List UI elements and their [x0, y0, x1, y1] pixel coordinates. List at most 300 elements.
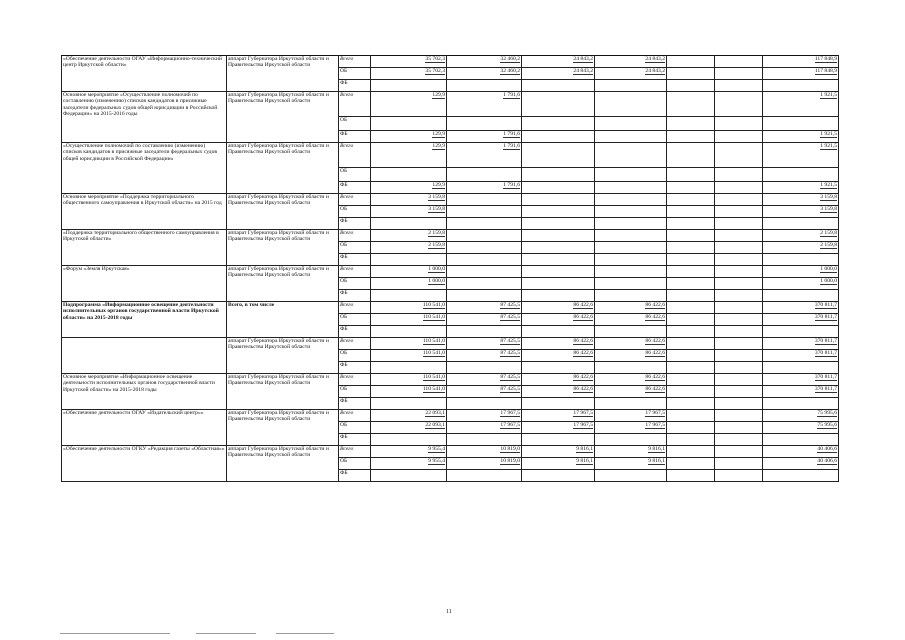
executor-cell: аппарат Губернатора Иркутской области и Правительства Иркутской области: [227, 338, 339, 374]
value-text: 87 425,5: [500, 302, 520, 308]
activity-name-cell: «Осуществление полномочий по составлению (изменению) списков кандидатов в присяжные заседатели федеральных судов общей юрисдикции в Российской Федерации»: [62, 143, 227, 194]
funding-source-cell: Всего: [339, 56, 371, 68]
year-value-cell: [595, 218, 667, 230]
total-value-cell: [763, 422, 839, 434]
year-value-cell: [595, 92, 667, 117]
year-value-cell: [447, 182, 522, 194]
year-value-cell: [595, 230, 667, 242]
year-value-cell: [667, 278, 715, 290]
value-text: 9 816,1: [648, 446, 665, 452]
year-value-cell: [522, 143, 595, 168]
executor-cell: аппарат Губернатора Иркутской области и Правительства Иркутской области: [227, 266, 339, 302]
table-row: [62, 194, 839, 206]
year-value-cell: [715, 374, 763, 386]
total-value-cell: [763, 362, 839, 374]
value-text: 9 816,1: [576, 446, 593, 452]
year-value-cell: [667, 326, 715, 338]
year-value-cell: [667, 168, 715, 182]
year-value-cell: [371, 398, 447, 410]
year-value-cell: [522, 182, 595, 194]
table-row: [62, 266, 839, 278]
year-value-cell: [667, 314, 715, 326]
funding-source-cell: ФБ: [339, 434, 371, 446]
value-text: 22 093,1: [425, 410, 445, 416]
year-value-cell: [447, 168, 522, 182]
year-value-cell: [667, 242, 715, 254]
executor-cell: аппарат Губернатора Иркутской области и Правительства Иркутской области: [227, 230, 339, 266]
year-value-cell: [522, 374, 595, 386]
year-value-cell: [595, 242, 667, 254]
year-value-cell: [667, 218, 715, 230]
year-value-cell: [447, 398, 522, 410]
year-value-cell: [447, 117, 522, 131]
year-value-cell: [447, 68, 522, 80]
funding-source-cell: ОБ: [339, 314, 371, 326]
value-text: 110 541,0: [422, 314, 445, 320]
year-value-cell: [522, 386, 595, 398]
value-text: 110 541,0: [422, 338, 445, 344]
year-value-cell: [595, 446, 667, 458]
year-value-cell: [522, 168, 595, 182]
year-value-cell: [715, 68, 763, 80]
value-text: 24 843,2: [573, 56, 593, 62]
funding-source-cell: Всего: [339, 374, 371, 386]
funding-source-cell: ОБ: [339, 117, 371, 131]
value-text: 9 955,4: [428, 458, 445, 464]
table-row: [62, 446, 839, 458]
value-text: 3 159,8: [820, 194, 837, 200]
executor-cell: аппарат Губернатора Иркутской области и Правительства Иркутской области: [227, 92, 339, 143]
activity-name-cell: «Обеспечение деятельности ОГАУ «Издательский центр»»: [62, 410, 227, 446]
value-text: 75 995,6: [817, 410, 837, 416]
total-value-cell: [763, 446, 839, 458]
year-value-cell: [595, 398, 667, 410]
year-value-cell: [522, 194, 595, 206]
year-value-cell: [595, 458, 667, 470]
funding-source-cell: Всего: [339, 302, 371, 314]
year-value-cell: [447, 266, 522, 278]
value-text: 117 848,9: [814, 68, 837, 74]
value-text: 17 967,5: [573, 410, 593, 416]
funding-source-cell: ФБ: [339, 218, 371, 230]
activity-name-cell: Подпрограмма «Информационное освещение деятельности исполнительных органов государственной власти Иркутской области» на 2015-2018 годы: [62, 302, 227, 338]
year-value-cell: [715, 458, 763, 470]
value-text: 9 816,1: [576, 458, 593, 464]
value-text: 87 425,5: [500, 338, 520, 344]
funding-source-cell: ОБ: [339, 350, 371, 362]
year-value-cell: [522, 326, 595, 338]
executor-cell: аппарат Губернатора Иркутской области и Правительства Иркутской области: [227, 446, 339, 482]
year-value-cell: [595, 194, 667, 206]
total-value-cell: [763, 206, 839, 218]
year-value-cell: [595, 290, 667, 302]
funding-source-cell: ОБ: [339, 458, 371, 470]
value-text: 3 159,8: [428, 194, 445, 200]
funding-source-cell: Всего: [339, 92, 371, 117]
year-value-cell: [522, 410, 595, 422]
funding-source-cell: Всего: [339, 410, 371, 422]
year-value-cell: [667, 446, 715, 458]
year-value-cell: [715, 350, 763, 362]
total-value-cell: [763, 168, 839, 182]
year-value-cell: [715, 182, 763, 194]
table-row: [62, 374, 839, 386]
year-value-cell: [522, 56, 595, 68]
year-value-cell: [667, 374, 715, 386]
year-value-cell: [522, 80, 595, 92]
page-number: 11: [446, 609, 452, 615]
year-value-cell: [715, 278, 763, 290]
year-value-cell: [715, 131, 763, 143]
year-value-cell: [522, 92, 595, 117]
year-value-cell: [371, 68, 447, 80]
funding-source-cell: ОБ: [339, 68, 371, 80]
year-value-cell: [371, 218, 447, 230]
year-value-cell: [522, 254, 595, 266]
funding-source-cell: Всего: [339, 446, 371, 458]
total-value-cell: [763, 386, 839, 398]
year-value-cell: [371, 470, 447, 482]
scan-artifact-line: [60, 633, 170, 634]
year-value-cell: [371, 56, 447, 68]
value-text: 370 811,7: [814, 338, 837, 344]
year-value-cell: [667, 410, 715, 422]
value-text: 40 406,6: [817, 458, 837, 464]
total-value-cell: [763, 266, 839, 278]
year-value-cell: [371, 278, 447, 290]
table-body: [62, 56, 839, 482]
value-text: 3 159,8: [428, 206, 445, 212]
value-text: 1 921,5: [820, 143, 837, 149]
year-value-cell: [447, 446, 522, 458]
value-text: 1 000,0: [428, 266, 445, 272]
year-value-cell: [715, 218, 763, 230]
value-text: 1 000,0: [820, 266, 837, 272]
year-value-cell: [715, 230, 763, 242]
year-value-cell: [715, 92, 763, 117]
year-value-cell: [447, 314, 522, 326]
activity-name-cell: Основное мероприятие «Информационное освещение деятельности исполнительных органов государственной власти Иркутской области» на 2015-2018 годы: [62, 374, 227, 410]
year-value-cell: [522, 206, 595, 218]
year-value-cell: [522, 338, 595, 350]
value-text: 17 967,5: [500, 410, 520, 416]
table-row: [62, 230, 839, 242]
value-text: 1 921,5: [820, 182, 837, 188]
executor-cell: аппарат Губернатора Иркутской области и Правительства Иркутской области: [227, 374, 339, 410]
value-text: 32 460,2: [500, 68, 520, 74]
year-value-cell: [667, 302, 715, 314]
table-row: [62, 410, 839, 422]
funding-source-cell: ОБ: [339, 422, 371, 434]
year-value-cell: [667, 254, 715, 266]
year-value-cell: [667, 350, 715, 362]
value-text: 86 422,6: [645, 302, 665, 308]
year-value-cell: [595, 314, 667, 326]
year-value-cell: [371, 302, 447, 314]
total-value-cell: [763, 326, 839, 338]
funding-source-cell: Всего: [339, 230, 371, 242]
year-value-cell: [522, 117, 595, 131]
total-value-cell: [763, 68, 839, 80]
value-text: 2 159,8: [820, 230, 837, 236]
funding-source-cell: Всего: [339, 194, 371, 206]
year-value-cell: [595, 117, 667, 131]
year-value-cell: [715, 326, 763, 338]
table-row: [62, 143, 839, 168]
year-value-cell: [715, 386, 763, 398]
year-value-cell: [667, 398, 715, 410]
year-value-cell: [715, 362, 763, 374]
value-text: 370 811,7: [814, 350, 837, 356]
total-value-cell: [763, 338, 839, 350]
value-text: 86 422,6: [645, 314, 665, 320]
executor-cell: Всего, в том числе: [227, 302, 339, 338]
year-value-cell: [667, 434, 715, 446]
value-text: 17 967,5: [645, 422, 665, 428]
year-value-cell: [447, 458, 522, 470]
activity-name-cell: «Обеспечение деятельности ОГКУ «Редакция газеты «Областная»»: [62, 446, 227, 482]
year-value-cell: [667, 422, 715, 434]
year-value-cell: [667, 92, 715, 117]
value-text: 35 702,3: [425, 56, 445, 62]
year-value-cell: [715, 398, 763, 410]
table-row: [62, 92, 839, 117]
year-value-cell: [447, 290, 522, 302]
year-value-cell: [715, 56, 763, 68]
year-value-cell: [595, 80, 667, 92]
year-value-cell: [371, 117, 447, 131]
year-value-cell: [371, 182, 447, 194]
value-text: 10 819,0: [500, 458, 520, 464]
value-text: 110 541,0: [422, 374, 445, 380]
year-value-cell: [522, 302, 595, 314]
table-row: [62, 302, 839, 314]
total-value-cell: [763, 230, 839, 242]
value-text: 86 422,6: [645, 350, 665, 356]
value-text: 86 422,6: [645, 374, 665, 380]
value-text: 1 791,6: [503, 182, 520, 188]
year-value-cell: [371, 386, 447, 398]
year-value-cell: [447, 350, 522, 362]
value-text: 370 811,7: [814, 386, 837, 392]
year-value-cell: [371, 92, 447, 117]
year-value-cell: [522, 422, 595, 434]
year-value-cell: [522, 278, 595, 290]
value-text: 1 791,6: [503, 143, 520, 149]
year-value-cell: [667, 131, 715, 143]
funding-source-cell: Всего: [339, 143, 371, 168]
year-value-cell: [595, 338, 667, 350]
year-value-cell: [447, 470, 522, 482]
year-value-cell: [447, 56, 522, 68]
year-value-cell: [667, 182, 715, 194]
year-value-cell: [715, 410, 763, 422]
year-value-cell: [371, 314, 447, 326]
year-value-cell: [595, 302, 667, 314]
value-text: 86 422,6: [573, 350, 593, 356]
value-text: 35 702,3: [425, 68, 445, 74]
funding-source-cell: ФБ: [339, 80, 371, 92]
total-value-cell: [763, 314, 839, 326]
year-value-cell: [371, 350, 447, 362]
total-value-cell: [763, 470, 839, 482]
year-value-cell: [371, 362, 447, 374]
activity-name-cell: [62, 338, 227, 374]
year-value-cell: [715, 206, 763, 218]
value-text: 2 159,8: [820, 242, 837, 248]
year-value-cell: [371, 168, 447, 182]
year-value-cell: [595, 278, 667, 290]
funding-source-cell: ФБ: [339, 362, 371, 374]
total-value-cell: [763, 131, 839, 143]
executor-cell: аппарат Губернатора Иркутской области и Правительства Иркутской области: [227, 410, 339, 446]
year-value-cell: [371, 410, 447, 422]
value-text: 3 159,8: [820, 206, 837, 212]
year-value-cell: [715, 143, 763, 168]
value-text: 40 406,6: [817, 446, 837, 452]
year-value-cell: [715, 314, 763, 326]
year-value-cell: [371, 374, 447, 386]
funding-source-cell: ОБ: [339, 206, 371, 218]
funding-source-cell: ФБ: [339, 326, 371, 338]
year-value-cell: [371, 266, 447, 278]
total-value-cell: [763, 458, 839, 470]
total-value-cell: [763, 350, 839, 362]
year-value-cell: [522, 398, 595, 410]
value-text: 110 541,0: [422, 302, 445, 308]
executor-cell: аппарат Губернатора Иркутской области и Правительства Иркутской области: [227, 56, 339, 92]
value-text: 370 811,7: [814, 302, 837, 308]
year-value-cell: [667, 338, 715, 350]
activity-name-cell: Основное мероприятие «Осуществление полномочий по составлению (изменению) списков кандидатов в присяжные заседатели федеральных судов общей юрисдикции в Российской Федерации» на 2015-2016 годы: [62, 92, 227, 143]
year-value-cell: [447, 362, 522, 374]
year-value-cell: [522, 458, 595, 470]
year-value-cell: [447, 338, 522, 350]
year-value-cell: [447, 194, 522, 206]
year-value-cell: [595, 266, 667, 278]
year-value-cell: [715, 80, 763, 92]
year-value-cell: [522, 218, 595, 230]
year-value-cell: [595, 386, 667, 398]
year-value-cell: [447, 206, 522, 218]
value-text: 1 791,6: [503, 92, 520, 98]
value-text: 24 843,2: [645, 68, 665, 74]
year-value-cell: [371, 290, 447, 302]
year-value-cell: [715, 422, 763, 434]
year-value-cell: [522, 434, 595, 446]
year-value-cell: [667, 80, 715, 92]
funding-source-cell: ФБ: [339, 254, 371, 266]
value-text: 87 425,5: [500, 314, 520, 320]
year-value-cell: [522, 68, 595, 80]
year-value-cell: [715, 290, 763, 302]
total-value-cell: [763, 117, 839, 131]
value-text: 129,9: [432, 131, 445, 137]
value-text: 1 791,6: [503, 131, 520, 137]
total-value-cell: [763, 92, 839, 117]
year-value-cell: [447, 434, 522, 446]
year-value-cell: [715, 338, 763, 350]
year-value-cell: [447, 80, 522, 92]
year-value-cell: [595, 422, 667, 434]
total-value-cell: [763, 410, 839, 422]
value-text: 86 422,6: [573, 338, 593, 344]
value-text: 129,9: [432, 143, 445, 149]
year-value-cell: [595, 410, 667, 422]
value-text: 87 425,5: [500, 374, 520, 380]
total-value-cell: [763, 434, 839, 446]
funding-source-cell: ФБ: [339, 131, 371, 143]
year-value-cell: [715, 446, 763, 458]
activity-name-cell: «Обеспечение деятельности ОГАУ «Информационно-технический центр Иркутской области»: [62, 56, 227, 92]
value-text: 87 425,5: [500, 386, 520, 392]
year-value-cell: [667, 458, 715, 470]
year-value-cell: [371, 143, 447, 168]
year-value-cell: [522, 350, 595, 362]
year-value-cell: [667, 470, 715, 482]
value-text: 110 541,0: [422, 386, 445, 392]
year-value-cell: [595, 168, 667, 182]
year-value-cell: [447, 254, 522, 266]
year-value-cell: [371, 80, 447, 92]
value-text: 86 422,6: [573, 386, 593, 392]
total-value-cell: [763, 182, 839, 194]
year-value-cell: [522, 290, 595, 302]
year-value-cell: [371, 458, 447, 470]
funding-source-cell: Всего: [339, 266, 371, 278]
year-value-cell: [447, 410, 522, 422]
year-value-cell: [371, 131, 447, 143]
year-value-cell: [595, 143, 667, 168]
year-value-cell: [447, 92, 522, 117]
funding-source-cell: ФБ: [339, 182, 371, 194]
year-value-cell: [522, 362, 595, 374]
year-value-cell: [447, 143, 522, 168]
activity-name-cell: «Форум «Земля Иркутская»: [62, 266, 227, 302]
year-value-cell: [595, 350, 667, 362]
year-value-cell: [447, 326, 522, 338]
year-value-cell: [595, 131, 667, 143]
value-text: 86 422,6: [573, 302, 593, 308]
year-value-cell: [595, 374, 667, 386]
year-value-cell: [595, 326, 667, 338]
value-text: 24 843,2: [573, 68, 593, 74]
year-value-cell: [371, 230, 447, 242]
value-text: 129,9: [432, 92, 445, 98]
year-value-cell: [447, 386, 522, 398]
year-value-cell: [595, 206, 667, 218]
funding-source-cell: ФБ: [339, 470, 371, 482]
value-text: 24 843,2: [645, 56, 665, 62]
year-value-cell: [667, 194, 715, 206]
funding-source-cell: ОБ: [339, 242, 371, 254]
year-value-cell: [447, 374, 522, 386]
year-value-cell: [595, 56, 667, 68]
year-value-cell: [447, 131, 522, 143]
value-text: 370 811,7: [814, 314, 837, 320]
year-value-cell: [667, 386, 715, 398]
year-value-cell: [667, 143, 715, 168]
funding-source-cell: ОБ: [339, 168, 371, 182]
funding-source-cell: ФБ: [339, 398, 371, 410]
year-value-cell: [715, 254, 763, 266]
year-value-cell: [522, 314, 595, 326]
year-value-cell: [715, 242, 763, 254]
year-value-cell: [371, 206, 447, 218]
value-text: 129,9: [432, 182, 445, 188]
year-value-cell: [667, 230, 715, 242]
year-value-cell: [447, 422, 522, 434]
